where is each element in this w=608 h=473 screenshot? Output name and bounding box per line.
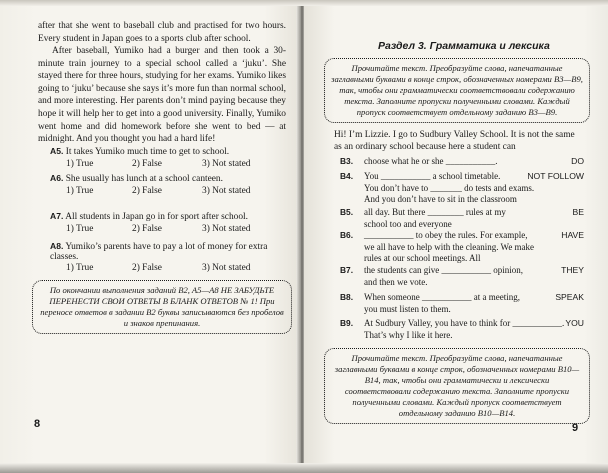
answer-options-a5 xyxy=(66,159,250,169)
task-line: You ___________ a school timetable. xyxy=(364,171,501,181)
question-number: A5. xyxy=(50,146,64,156)
option-true[interactable]: 1) True xyxy=(66,186,94,196)
task-number: B4. xyxy=(340,171,354,181)
question-text: It takes Yumiko much time to get to school. xyxy=(65,147,230,157)
task-line: we all have to help with the cleaning. We make xyxy=(364,241,535,252)
task-line: That’s why I like it here. xyxy=(364,329,453,340)
option-false[interactable]: 2) False xyxy=(132,263,162,273)
task-line: the students can give ___________ opinion, xyxy=(364,265,523,275)
option-true[interactable]: 1) True xyxy=(66,263,94,273)
reading-paragraph-2: After baseball, Yumiko had a burger and then took a 30-minute train journey to a special school called a ‘juku’. She stayed there for three hours, studying for her exams. Yumiko likes going to ‘juku’ because she says it’s more fun than normal school, and more interesting. Her parents don’t mind paying because they hope it will help her to get into a good university. Finally, Yumiko went home and did homework before she went to bed — at midnight. And you thought you had a hard life! xyxy=(38,46,286,145)
task-line: rules at our school meetings. All xyxy=(364,253,481,263)
option-not-stated[interactable]: 3) Not stated xyxy=(202,159,251,169)
keyword: DO xyxy=(571,156,584,166)
left-page xyxy=(0,0,300,473)
keyword: SPEAK xyxy=(555,292,584,302)
option-false[interactable]: 2) False xyxy=(132,186,162,196)
page-bottom-edge xyxy=(0,463,608,473)
task-number: B6. xyxy=(340,230,354,240)
question-text: Yumiko’s parents have to pay a lot of money for extra classes. xyxy=(50,242,268,262)
answer-options-a6 xyxy=(66,186,250,196)
task-line: all day. But there ________ rules at my xyxy=(364,207,506,217)
keyword: YOU xyxy=(565,318,584,328)
task-row-b9 xyxy=(340,318,584,342)
page-top-edge xyxy=(0,0,608,6)
lexical-instruction: Прочитайте текст. Преобразуйте слова, напечатанные заглавными буквами в конце строк, обозначенных номерами B10—B14, так, чтобы они грамматически и лексически соответствовали содержанию текста. Заполните пропуски полученными словами. Каждый пропуск соответствует отдельному заданию B10—B14. xyxy=(324,348,590,424)
answer-options-a7 xyxy=(66,224,250,234)
option-not-stated[interactable]: 3) Not stated xyxy=(202,186,251,196)
task-line: And you don’t have to sit in the classroom xyxy=(364,194,517,204)
question-text: All students in Japan go in for sport after school. xyxy=(65,212,248,222)
option-true[interactable]: 1) True xyxy=(66,159,94,169)
question-a7 xyxy=(50,211,290,222)
task-line: When someone ___________ at a meeting, xyxy=(364,292,520,302)
question-a6 xyxy=(50,173,290,184)
task-row-b5 xyxy=(340,207,584,231)
question-number: A6. xyxy=(50,173,64,183)
option-true[interactable]: 1) True xyxy=(66,224,94,234)
question-a5 xyxy=(50,146,290,157)
page-number: 9 xyxy=(572,422,579,434)
task-row-b7 xyxy=(340,265,584,289)
task-number: B9. xyxy=(340,318,354,328)
task-row-b8 xyxy=(340,292,584,316)
task-line: ___________ to obey the rules. For example, xyxy=(364,230,528,240)
option-false[interactable]: 2) False xyxy=(132,159,162,169)
intro-line-2: as an ordinary school because here a student can xyxy=(334,142,516,152)
question-text: She usually has lunch at a school canteen. xyxy=(65,174,223,184)
option-not-stated[interactable]: 3) Not stated xyxy=(202,224,251,234)
grammar-instruction: Прочитайте текст. Преобразуйте слова, напечатанные заглавными буквами в конце строк, обозначенных номерами B3—B9, так, чтобы они грамматически соответствовали содержанию текста. Заполните пропуски полученными словами. Каждый пропуск соответствует отдельному заданию B3—B9. xyxy=(324,58,590,123)
task-line: choose what he or she ___________. xyxy=(364,156,498,166)
task-row-b4 xyxy=(340,171,584,207)
task-line: At Sudbury Valley, you have to think for ___________. xyxy=(364,318,565,328)
task-row-b6 xyxy=(340,230,584,266)
keyword: NOT FOLLOW xyxy=(527,171,584,181)
task-number: B5. xyxy=(340,207,354,217)
keyword: BE xyxy=(572,207,584,217)
question-number: A7. xyxy=(50,211,64,221)
keyword: THEY xyxy=(561,265,584,275)
task-number: B3. xyxy=(340,156,354,166)
section-title: Раздел 3. Грамматика и лексика xyxy=(378,40,550,52)
task-line: and then we vote. xyxy=(364,276,428,287)
task-row-b3 xyxy=(340,156,584,168)
right-page xyxy=(304,0,608,473)
keyword: HAVE xyxy=(561,230,584,240)
task-number: B8. xyxy=(340,292,354,302)
option-not-stated[interactable]: 3) Not stated xyxy=(202,263,251,273)
question-a8 xyxy=(50,241,290,262)
task-line: you must listen to them. xyxy=(364,303,451,314)
page-number: 8 xyxy=(34,418,41,430)
task-line: school too and everyone xyxy=(364,218,452,229)
task-number: B7. xyxy=(340,265,354,275)
option-false[interactable]: 2) False xyxy=(132,224,162,234)
transfer-answers-instruction: По окончании выполнения заданий B2, A5—A8 НЕ ЗАБУДЬТЕ ПЕРЕНЕСТИ СВОИ ОТВЕТЫ В БЛАНК ОТВЕТОВ № 1! При переносе ответов в задании B2 буквы записываются без пробелов и знаков препинания. xyxy=(32,280,292,334)
reading-paragraph-1: after that she went to baseball club and practised for two hours. Every student in Japan goes to a sports club after school. xyxy=(38,21,286,44)
intro-line-1: Hi! I’m Lizzie. I go to Sudbury Valley School. It is not the same xyxy=(334,130,575,140)
question-number: A8. xyxy=(50,241,64,251)
task-line: You don’t have to _______ do tests and exams. xyxy=(364,182,535,193)
answer-options-a8 xyxy=(66,263,250,273)
